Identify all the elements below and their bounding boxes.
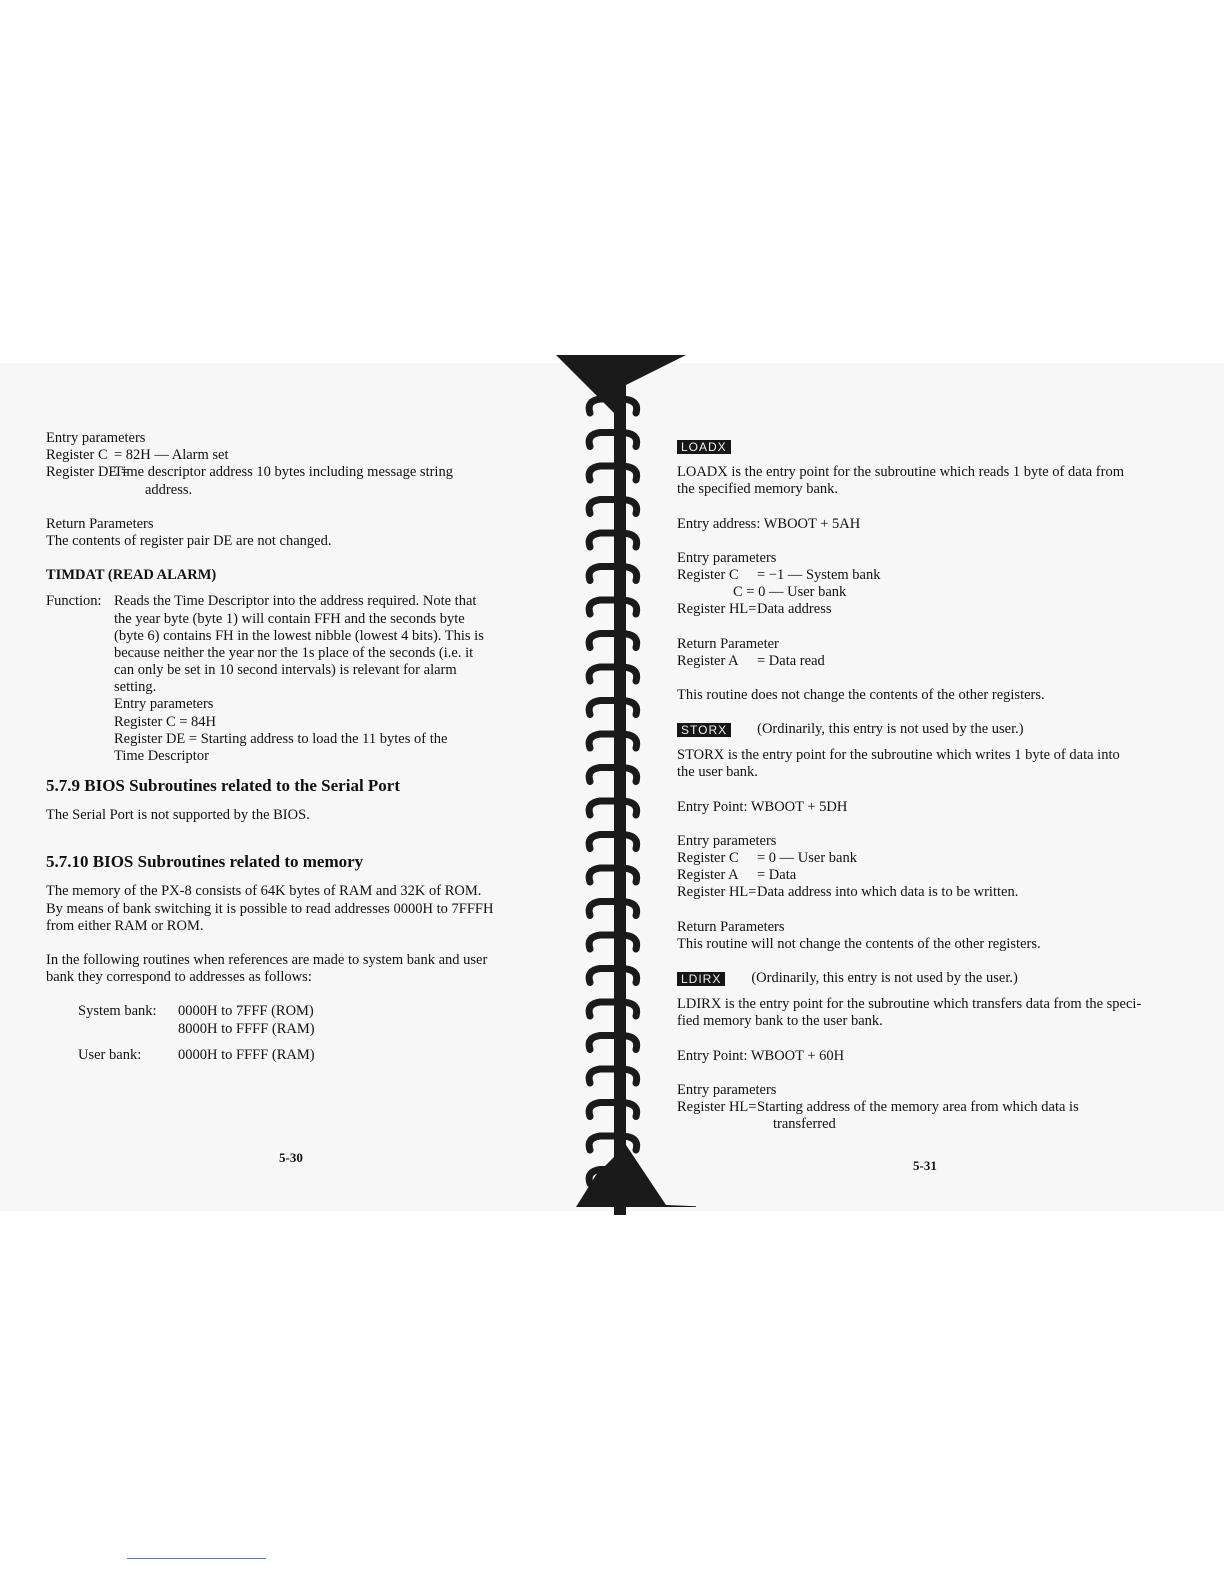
register-de-label: Register DE = — [46, 464, 130, 481]
function-line: because neither the year nor the 1s place of the seconds (i.e. it — [114, 644, 474, 661]
spiral-coil — [589, 1036, 637, 1050]
ldirx-register-hl-label: Register HL= — [677, 1098, 757, 1115]
loadx-register-a-label: Register A — [677, 652, 739, 669]
function-line: Entry parameters — [114, 696, 214, 713]
storx-tag: STORX — [677, 723, 731, 737]
storx-return-title: Return Parameters — [677, 918, 785, 935]
function-line: Time Descriptor — [114, 748, 209, 764]
spiral-coil — [589, 667, 637, 681]
spiral-coil — [589, 1103, 637, 1117]
return-params-title: Return Parameters — [46, 515, 154, 532]
bank-table — [46, 1003, 536, 1064]
spiral-coil — [589, 902, 637, 916]
loadx-note: This routine does not change the contents of the other registers. — [677, 686, 1045, 703]
loadx-description-line: LOADX is the entry point for the subroutine which reads 1 byte of data from — [677, 464, 1124, 481]
loadx-tag: LOADX — [677, 440, 731, 454]
spiral-coil — [589, 835, 637, 849]
loadx-description-line: the specified memory bank. — [677, 481, 839, 498]
storx-entry-point: Entry Point: WBOOT + 5DH — [677, 798, 848, 815]
storx-register-hl-label: Register HL= — [677, 884, 757, 901]
bank-paragraph-line: In the following routines when references are made to system bank and user — [46, 951, 488, 968]
memory-paragraph-line: By means of bank switching it is possible to read addresses 0000H to 7FFFH — [46, 900, 494, 917]
return-params-text: The contents of register pair DE are not changed. — [46, 532, 332, 549]
ldirx-tag: LDIRX — [677, 972, 725, 986]
function-line: Reads the Time Descriptor into the address required. Note that — [114, 593, 477, 610]
spiral-coil — [589, 768, 637, 782]
storx-description-line: STORX is the entry point for the subroutine which writes 1 byte of data into — [677, 747, 1120, 764]
left-page — [46, 430, 536, 1064]
function-line: setting. — [114, 679, 157, 696]
timdat-heading: TIMDAT (READ ALARM) — [46, 567, 217, 584]
loadx-register-c-label: Register C — [677, 566, 739, 583]
user-bank-label: User bank: — [78, 1046, 142, 1063]
spiral-coil — [589, 567, 637, 581]
spiral-coil — [589, 868, 637, 882]
memory-paragraph-line: from either RAM or ROM. — [46, 917, 204, 934]
ldirx-description-line: fied memory bank to the user bank. — [677, 1013, 883, 1030]
spiral-coil — [589, 634, 637, 648]
spiral-coil — [589, 701, 637, 715]
memory-paragraph-line: The memory of the PX-8 consists of 64K bytes of RAM and 32K of ROM. — [46, 883, 482, 900]
loadx-register-hl-value: Data address — [757, 601, 832, 618]
function-line: Register DE = Starting address to load the 11 bytes of the — [114, 730, 448, 747]
storx-remark: (Ordinarily, this entry is not used by the user.) — [757, 721, 1024, 738]
register-c-row — [46, 447, 536, 464]
register-c-value: = 82H — Alarm set — [114, 447, 229, 464]
loadx-register-c-value: = −1 — System bank — [757, 566, 881, 583]
storx-description-line: the user bank. — [677, 764, 758, 781]
function-block — [46, 593, 536, 765]
register-de-continuation: address. — [145, 481, 193, 498]
function-line: the year byte (byte 1) will contain FFH and the seconds byte — [114, 610, 465, 627]
user-bank-range: 0000H to FFFF (RAM) — [178, 1046, 315, 1063]
register-de-row — [46, 464, 536, 481]
loadx-register-hl-label: Register HL= — [677, 601, 757, 618]
spiral-coil — [589, 1069, 637, 1083]
ldirx-register-hl-continuation: transferred — [773, 1116, 836, 1133]
storx-note: This routine will not change the contents of the other registers. — [677, 935, 1041, 952]
spiral-coil — [589, 935, 637, 949]
function-line: Register C = 84H — [114, 713, 217, 730]
loadx-entry-address: Entry address: WBOOT + 5AH — [677, 515, 861, 532]
function-line: can only be set in 10 second intervals) is relevant for alarm — [114, 662, 457, 679]
storx-register-c-value: = 0 — User bank — [757, 850, 857, 866]
page-number-right: 5-31 — [913, 1158, 937, 1173]
serial-port-text: The Serial Port is not supported by the BIOS. — [46, 807, 310, 824]
underline-mark — [127, 1558, 266, 1559]
right-page — [677, 438, 1177, 1133]
loadx-register-a-value: = Data read — [757, 652, 825, 669]
memory-heading: 5.7.10 BIOS Subroutines related to memory — [46, 852, 364, 872]
spiral-coil — [589, 969, 637, 983]
entry-params-title: Entry parameters — [46, 430, 146, 446]
spiral-coil — [589, 1002, 637, 1016]
spiral-coil — [589, 533, 637, 547]
ldirx-register-hl-value: Starting address of the memory area from which data is — [757, 1098, 1079, 1115]
spiral-coil — [589, 600, 637, 614]
spiral-coil — [589, 500, 637, 514]
storx-register-a-label: Register A — [677, 867, 739, 884]
storx-register-c-label: Register C — [677, 850, 739, 866]
serial-port-heading: 5.7.9 BIOS Subroutines related to the Serial Port — [46, 776, 401, 796]
loadx-entry-params-title: Entry parameters — [677, 549, 777, 566]
spiral-coil — [589, 433, 637, 447]
storx-register-a-value: = Data — [757, 867, 797, 884]
ldirx-entry-point: Entry Point: WBOOT + 60H — [677, 1047, 845, 1064]
spiral-coil — [589, 734, 637, 748]
spiral-coil — [589, 1136, 637, 1150]
spiral-binding — [556, 355, 696, 1215]
ldirx-entry-params-title: Entry parameters — [677, 1081, 777, 1098]
ldirx-remark: (Ordinarily, this entry is not used by the user.) — [751, 969, 1018, 986]
storx-register-hl-value: Data address into which data is to be written. — [757, 884, 1019, 901]
register-c-label: Register C — [46, 447, 108, 464]
ldirx-description-line: LDIRX is the entry point for the subroutine which transfers data from the speci- — [677, 996, 1142, 1013]
system-bank-range: 8000H to FFFF (RAM) — [178, 1020, 315, 1037]
system-bank-range: 0000H to 7FFF (ROM) — [178, 1003, 314, 1020]
register-de-value: Time descriptor address 10 bytes including message string — [114, 464, 453, 481]
loadx-register-c-user: C = 0 — User bank — [733, 584, 847, 601]
system-bank-label: System bank: — [78, 1003, 157, 1020]
function-label: Function: — [46, 593, 102, 610]
page-number-left: 5-30 — [279, 1150, 303, 1165]
function-line: (byte 6) contains FH in the lowest nibble (lowest 4 bits). This is — [114, 627, 484, 644]
loadx-return-title: Return Parameter — [677, 635, 779, 652]
spiral-coil — [589, 801, 637, 815]
spiral-coil — [589, 466, 637, 480]
storx-entry-params-title: Entry parameters — [677, 832, 777, 849]
bank-paragraph-line: bank they correspond to addresses as follows: — [46, 969, 312, 986]
